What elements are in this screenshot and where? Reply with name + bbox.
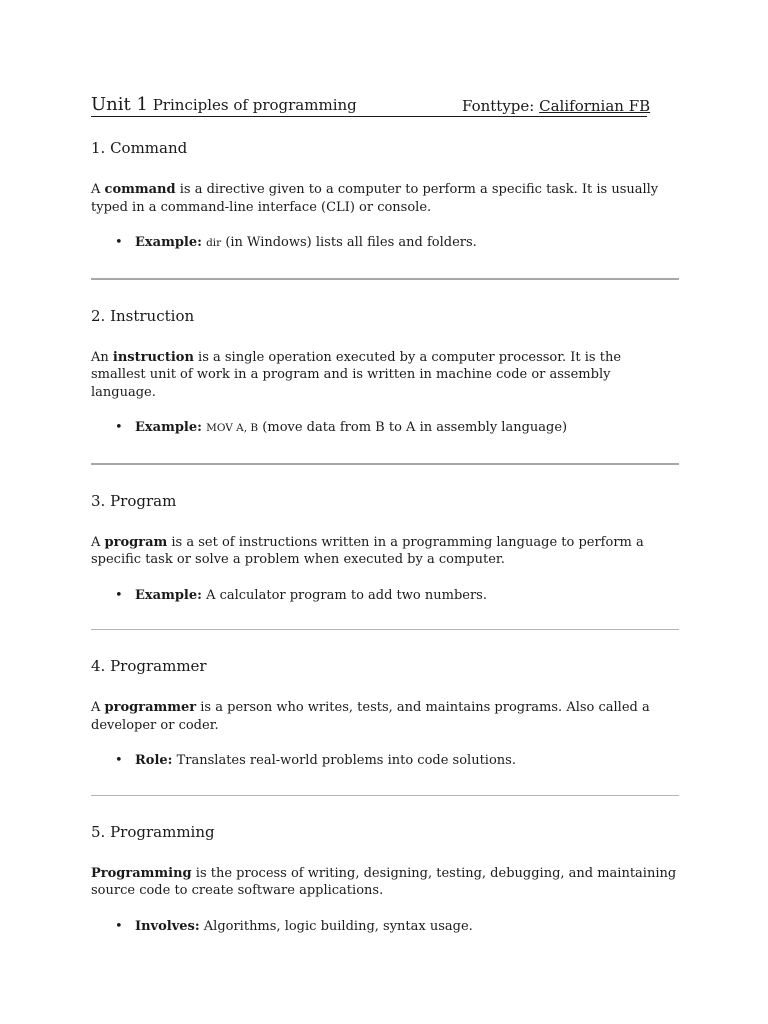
header-font-group [462,97,650,115]
bullet-list [91,234,679,253]
list-item [115,234,679,253]
section-programming [91,823,679,936]
section-paragraph [91,349,679,402]
section-paragraph [91,699,679,734]
bullet-list [91,419,679,438]
term-bold: Programming [91,865,192,881]
section-paragraph [91,865,679,900]
section-heading: 4. Programmer [91,657,207,675]
unit-label: Unit 1 [91,94,148,115]
section-program [91,492,679,605]
section-divider [91,629,679,630]
unit-title: Principles of programming [152,96,357,114]
section-command [91,139,679,253]
section-divider [91,278,679,280]
font-type-label: Fonttype: [462,97,535,115]
bullet-text: (move data from B to A in assembly language) [258,420,568,435]
bullet-text: Translates real-world problems into code solutions. [172,753,516,768]
term-bold: program [104,534,168,550]
bullet-text: Algorithms, logic building, syntax usage. [199,918,473,934]
list-item [115,587,679,605]
term-bold: instruction [112,349,194,365]
section-heading: 2. Instruction [91,306,195,325]
bullet-list [91,918,679,936]
section-heading: 5. Programming [91,822,215,841]
document-header [91,92,651,117]
bullet-text: (in Windows) lists all files and folders. [221,235,477,250]
code-snippet: MOV A, B [206,422,259,434]
section-divider [91,463,679,465]
paragraph-text: A [91,700,105,715]
paragraph-text: A [91,182,105,197]
paragraph-text: is a set of instructions written in a programming language to perform a specific task or solve a problem when executed by a computer. [91,534,644,567]
term-bold: command [104,182,176,197]
section-heading: 3. Program [91,491,177,510]
paragraph-text: is a directive given to a computer to perform a specific task. It is usually typed in a command-line interface (CLI) or console. [91,182,659,215]
document-page [91,92,679,935]
paragraph-text: is a person who writes, tests, and maintains programs. Also called a developer or coder. [91,700,650,733]
bullet-text: A calculator program to add two numbers. [201,587,487,603]
section-divider [91,795,679,796]
section-paragraph [91,181,679,216]
bullet-label: Role: [135,753,173,768]
term-bold: programmer [104,700,197,715]
list-item [115,752,679,770]
bullet-list [91,587,679,605]
section-heading: 1. Command [91,139,188,157]
paragraph-text: is a single operation executed by a computer processor. It is the smallest unit of work in a program and is written in machine code or assembly language. [91,349,622,400]
bullet-label: Involves: [135,918,200,934]
paragraph-text: is the process of writing, designing, testing, debugging, and maintaining source code to create software applications. [91,865,677,898]
list-item [115,419,679,438]
bullet-list [91,752,679,770]
header-title-group [91,94,357,115]
section-instruction [91,307,679,438]
bullet-label: Example: [135,420,202,435]
paragraph-text: An [91,349,113,365]
code-snippet: dir [206,237,222,249]
list-item [115,918,679,936]
font-type-value: Californian FB [539,97,651,115]
paragraph-text: A [91,534,105,550]
section-paragraph [91,534,679,569]
section-programmer [91,657,679,770]
bullet-label: Example: [135,235,202,250]
bullet-label: Example: [135,587,202,603]
